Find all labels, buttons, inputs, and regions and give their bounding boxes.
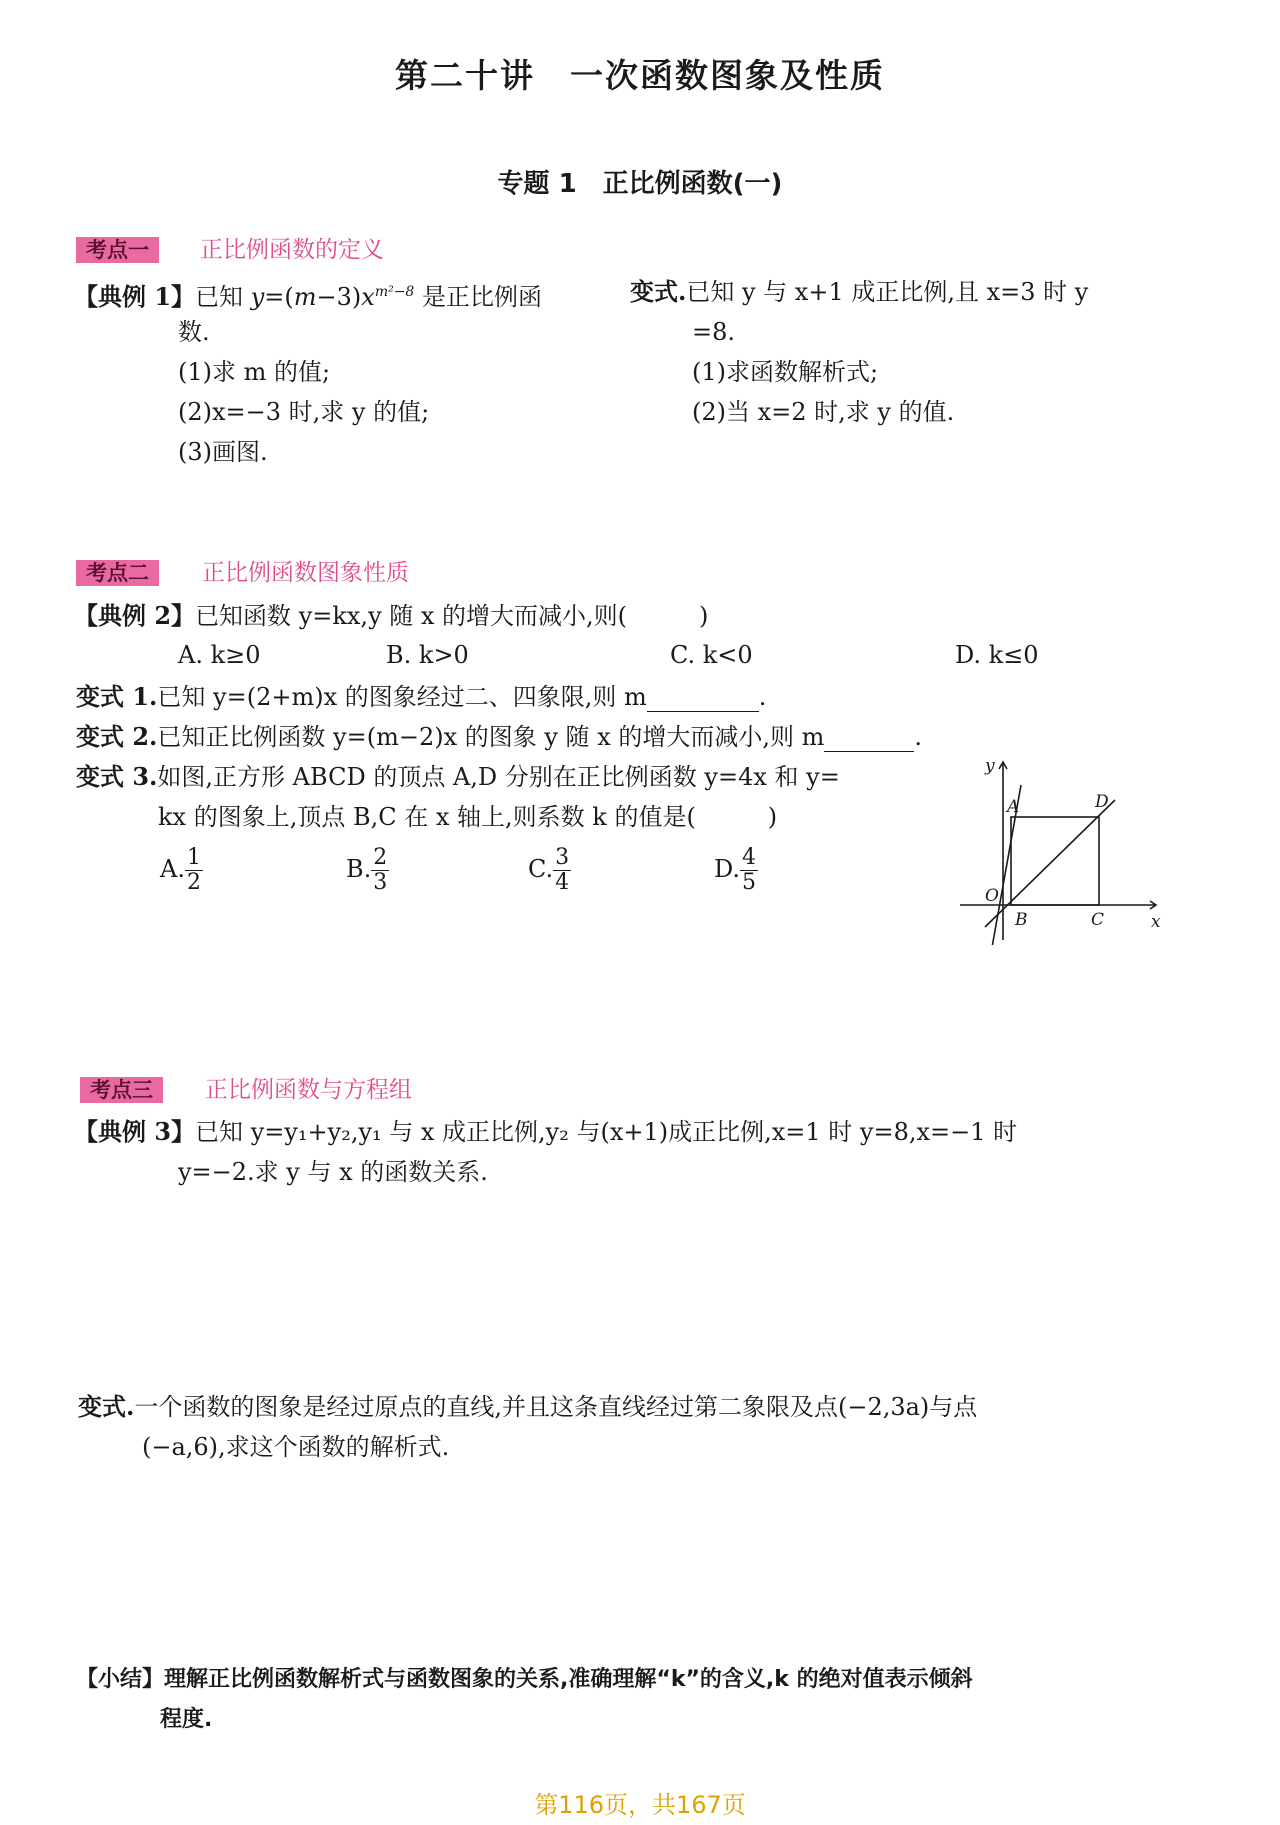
example-1-formula: $y=(m-3)x^{m^2-8}$ xyxy=(250,283,415,311)
line-y-kx xyxy=(985,800,1115,927)
numerator: 1 xyxy=(186,845,201,870)
numerator: 3 xyxy=(555,845,570,870)
figure-label-o: O xyxy=(985,886,999,906)
variant-2-3-option-a xyxy=(160,846,203,895)
page-subtitle: 专题 1 正比例函数(一) xyxy=(497,169,783,199)
denominator: 3 xyxy=(373,870,388,895)
example-3-line1 xyxy=(74,1117,1017,1147)
page-title: 第二十讲 一次函数图象及性质 xyxy=(395,56,885,95)
example-2-option-c: C. k<0 xyxy=(670,641,753,669)
variant-2-1-text: 已知 y=(2+m)x 的图象经过二、四象限,则 m xyxy=(157,683,647,711)
variant-2-1-label: 变式 1. xyxy=(76,682,158,711)
denominator: 5 xyxy=(742,870,757,895)
example-2-option-d: D. k≤0 xyxy=(955,641,1039,669)
figure-label-c: C xyxy=(1091,910,1105,930)
option-letter: D. xyxy=(714,855,741,883)
denominator: 4 xyxy=(555,870,570,895)
numerator: 4 xyxy=(742,845,757,870)
example-2-option-a: A. k≥0 xyxy=(178,641,261,669)
option-letter: A. xyxy=(160,855,185,883)
variant-2-1-end: . xyxy=(758,683,767,711)
example-1-stem-cont: 数. xyxy=(178,318,210,346)
variant-2-3-option-c xyxy=(528,846,571,895)
option-letter: C. xyxy=(528,855,554,883)
example-1-q3: (3)画图. xyxy=(178,438,268,466)
answer-blank xyxy=(824,727,914,752)
variant-1-text: 已知 y 与 x+1 成正比例,且 x=3 时 y xyxy=(686,278,1089,306)
example-1-stem xyxy=(74,277,542,312)
example-1-stem-pre: 已知 xyxy=(195,283,251,311)
example-1-stem-post: 是正比例函 xyxy=(421,283,542,311)
figure-label-d: D xyxy=(1095,792,1109,812)
figure-label-b: B xyxy=(1015,910,1028,930)
answer-blank xyxy=(647,687,759,712)
variant-2-1 xyxy=(76,682,766,712)
summary-text: 理解正比例函数解析式与函数图象的关系,准确理解“k”的含义,k 的绝对值表示倾斜 xyxy=(164,1667,973,1692)
section-title-3: 正比例函数与方程组 xyxy=(205,1077,412,1103)
variant-2-3-label: 变式 3. xyxy=(76,762,158,791)
section-badge-1: 考点一 xyxy=(76,237,159,263)
variant-2-3-text: 如图,正方形 ABCD 的顶点 A,D 分别在正比例函数 y=4x 和 y= xyxy=(157,763,840,791)
figure-label-y: y xyxy=(985,756,995,776)
square-abcd-figure xyxy=(955,755,1165,945)
example-3-line2: y=−2.求 y 与 x 的函数关系. xyxy=(178,1158,488,1186)
variant-2-2-text: 已知正比例函数 y=(m−2)x 的图象 y 随 x 的增大而减小,则 m xyxy=(157,723,825,751)
variant-2-2-end: . xyxy=(914,723,923,751)
variant-3-text: 一个函数的图象是经过原点的直线,并且这条直线经过第二象限及点(−2,3a)与点 xyxy=(134,1393,978,1421)
variant-2-2-label: 变式 2. xyxy=(76,722,158,751)
example-2-label: 【典例 2】 xyxy=(74,601,196,630)
variant-2-3-line2: kx 的图象上,顶点 B,C 在 x 轴上,则系数 k 的值是( ) xyxy=(158,803,778,831)
example-2-text: 已知函数 y=kx,y 随 x 的增大而减小,则( ) xyxy=(195,602,709,630)
example-3-label: 【典例 3】 xyxy=(74,1117,196,1146)
variant-3-line1 xyxy=(78,1392,977,1422)
summary-label: 【小结】 xyxy=(76,1667,165,1692)
fraction xyxy=(740,846,758,895)
square-abcd xyxy=(1011,817,1099,905)
variant-3-line2: (−a,6),求这个函数的解析式. xyxy=(142,1433,450,1461)
page-footer: 第116页，共167页 xyxy=(534,1791,746,1819)
section-badge-2: 考点二 xyxy=(76,560,159,586)
variant-1-q1: (1)求函数解析式; xyxy=(692,358,879,386)
section-title-2: 正比例函数图象性质 xyxy=(202,560,409,586)
variant-2-3-line1 xyxy=(76,762,840,792)
summary-line2: 程度. xyxy=(160,1707,213,1732)
fraction xyxy=(371,846,389,895)
example-1-q1: (1)求 m 的值; xyxy=(178,358,331,386)
section-title-1: 正比例函数的定义 xyxy=(200,237,384,263)
figure-label-a: A xyxy=(1007,797,1020,817)
numerator: 2 xyxy=(373,845,388,870)
variant-2-3-option-d xyxy=(714,846,758,895)
section-badge-3: 考点三 xyxy=(80,1077,163,1103)
example-1-label: 【典例 1】 xyxy=(74,282,196,311)
variant-2-3-option-b xyxy=(346,846,389,895)
figure-label-x: x xyxy=(1151,912,1161,932)
option-letter: B. xyxy=(346,855,372,883)
fraction xyxy=(185,846,203,895)
variant-3-label: 变式. xyxy=(78,1392,135,1421)
summary-line1 xyxy=(76,1665,973,1695)
variant-1-label: 变式. xyxy=(630,277,687,306)
variant-1-line2: =8. xyxy=(692,318,736,346)
example-3-text: 已知 y=y₁+y₂,y₁ 与 x 成正比例,y₂ 与(x+1)成正比例,x=1 时 y=8,x=−1 时 xyxy=(195,1118,1018,1146)
denominator: 2 xyxy=(186,870,201,895)
example-2-option-b: B. k>0 xyxy=(386,641,469,669)
example-1-q2: (2)x=−3 时,求 y 的值; xyxy=(178,398,430,426)
variant-1-q2: (2)当 x=2 时,求 y 的值. xyxy=(692,398,955,426)
fraction xyxy=(553,846,571,895)
variant-2-2 xyxy=(76,722,922,752)
example-2-stem xyxy=(74,601,708,631)
variant-1-line1 xyxy=(630,277,1088,307)
